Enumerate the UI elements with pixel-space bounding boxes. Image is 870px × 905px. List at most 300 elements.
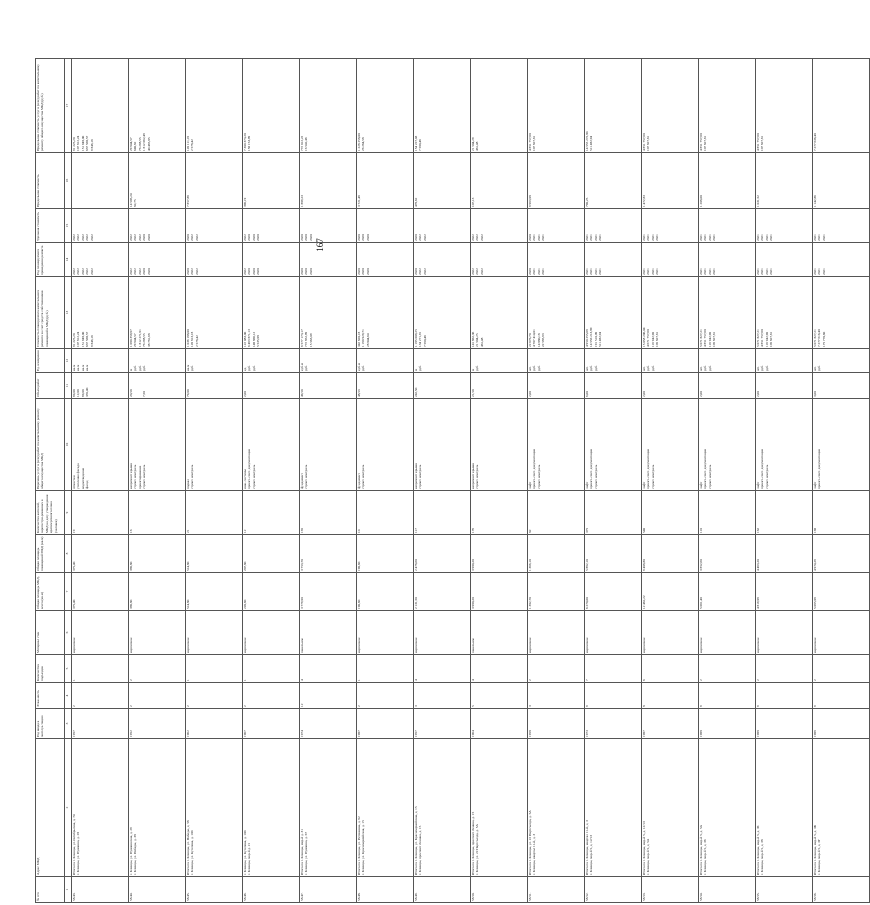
unit-cell bbox=[813, 349, 870, 373]
year-cell: 1962 bbox=[186, 709, 243, 739]
premises-area-cell: 375,40 bbox=[72, 535, 129, 573]
floors-cell: 3 bbox=[528, 683, 585, 709]
repair-year2-cell-line: 2021 bbox=[703, 234, 708, 241]
address-cell-line: г. Клинцы, мкр-й 5, д. 36 bbox=[703, 839, 708, 875]
works-cell-line: проектирование bbox=[137, 465, 142, 489]
premises-area-cell: 3 980,20 bbox=[471, 535, 528, 573]
cost-cell-line: 7 590,46 bbox=[422, 335, 427, 347]
wall-material-cell: кирпичное bbox=[72, 611, 129, 655]
row-number-cell: 58.45. bbox=[186, 877, 243, 903]
unit-cell-line: руб. bbox=[247, 365, 252, 371]
works-cell-line: строит. контроль bbox=[251, 464, 256, 489]
works-cell-line: проект.-смет. документация bbox=[817, 449, 822, 489]
limit-cost-cell bbox=[414, 59, 471, 153]
limit-cost-cell-line: 40 465,85 bbox=[146, 137, 151, 151]
cost-cell-line: 4 707 414,01 bbox=[532, 329, 537, 347]
cost-cell-line: 772 852,99 bbox=[304, 331, 309, 347]
limit-cost-cell-line: 7 580,46 bbox=[418, 139, 423, 151]
column-number-cell: 9 bbox=[65, 491, 72, 535]
address-cell-line: г. Клинцы, ул. 22 Партсъезда, д. 5А bbox=[475, 824, 480, 875]
premises-area-cell: 514,80 bbox=[186, 535, 243, 573]
entrances-cell: 4 bbox=[300, 655, 357, 683]
unit-cell-line: м bbox=[414, 368, 418, 371]
unit-cell-line: кв.м bbox=[72, 364, 76, 371]
cost-cell-line: 116 942,90 bbox=[650, 331, 655, 347]
cost-cell bbox=[72, 277, 129, 349]
repair-year2-cell bbox=[243, 209, 300, 243]
total-area-cell: 6 270,00 bbox=[585, 573, 642, 611]
address-cell bbox=[528, 739, 585, 877]
works-cell-line: капремонт крыши bbox=[414, 462, 418, 489]
works-cell bbox=[699, 399, 756, 491]
works-cell-line: фундамент bbox=[300, 473, 304, 489]
repair-year2-cell bbox=[357, 209, 414, 243]
repair-year-cell-line: 2020 bbox=[528, 268, 532, 275]
volume-cell-line: 7,50 bbox=[142, 391, 147, 397]
limit-cost-cell-line: 4 851 757,60 bbox=[756, 133, 760, 151]
unit-cell bbox=[756, 349, 813, 373]
column-number-cell: 17 bbox=[65, 59, 72, 153]
volume-cell-line: 49,50 bbox=[300, 389, 304, 397]
header-cell: Адрес МКД bbox=[36, 739, 65, 877]
unit-cell-line: руб. bbox=[764, 365, 769, 371]
unit-cost-cell-line: 7 857,89 bbox=[186, 195, 190, 207]
repair-year-cell-line: 2022 bbox=[190, 268, 195, 275]
address-cell bbox=[300, 739, 357, 877]
address-cell-line: Итого по г. Клинцы, мкр-й д. 31 bbox=[300, 829, 304, 875]
row-number-cell: 58.47. bbox=[300, 877, 357, 903]
cost-cell-line: 1 080 359,97 bbox=[129, 329, 133, 347]
limit-cost-cell-line: 1 812 062,49 bbox=[142, 133, 147, 151]
unit-cell bbox=[243, 349, 300, 373]
unit-cell-line: руб. bbox=[133, 365, 138, 371]
repair-year2-cell bbox=[528, 209, 585, 243]
address-cell-line: Итого по г. Клинцы, ул. Красноармейская, д. 15 bbox=[414, 806, 418, 875]
repair-year2-cell-line: 2020 bbox=[304, 234, 309, 241]
cost-cell bbox=[300, 277, 357, 349]
repair-year-cell-line: 2020 bbox=[146, 268, 151, 275]
year-cell: 1988 bbox=[699, 709, 756, 739]
column-number-cell: 14 bbox=[65, 243, 72, 277]
works-cell-line: строит. контроль bbox=[361, 464, 366, 489]
cost-cell-line: 1 812 271,91 bbox=[137, 329, 142, 347]
unit-cell-line: шт. bbox=[813, 366, 817, 371]
repair-year-cell-line: 2021 bbox=[712, 268, 717, 275]
unit-cell-line: м bbox=[471, 368, 475, 371]
address-cell-line: Итого по г. Клинцы, мкр-й 5, д. 36 bbox=[756, 825, 760, 875]
address-cell-line: Итого по г. Клинцы, ул.Октябрьская, д. 74 bbox=[72, 814, 76, 875]
year-cell: 1958 bbox=[528, 709, 585, 739]
unit-cost-cell bbox=[756, 153, 813, 209]
header-cell: № п/п bbox=[36, 877, 65, 903]
repair-year-cell-line: 2020 bbox=[247, 268, 252, 275]
wall-material-cell: кирпичное bbox=[186, 611, 243, 655]
repair-year-cell-line: 2020 bbox=[256, 268, 261, 275]
works-cell-line: проект.-смет. документация bbox=[760, 449, 765, 489]
residents-cell: 12 bbox=[243, 491, 300, 535]
column-number-cell: 13 bbox=[65, 277, 72, 349]
cost-cell-line: 1 185 009,25 bbox=[414, 329, 418, 347]
repair-year-cell-line: 2021 bbox=[650, 268, 655, 275]
address-cell-line: г. Клинцы, ул. Кутепова, д. 100 bbox=[243, 830, 247, 875]
unit-cost-cell-line: 14 505,24 bbox=[129, 193, 133, 207]
address-cell-line: Итого по г. Клинцы, ул. Ритманова, д. 92 bbox=[357, 816, 361, 875]
header-cell: Объем работ bbox=[36, 373, 65, 399]
repair-year2-cell-line: 2021 bbox=[756, 234, 760, 241]
unit-cost-cell-line: 82,75 bbox=[133, 199, 138, 207]
volume-cell bbox=[813, 373, 870, 399]
premises-area-cell: 3 753,70 bbox=[300, 535, 357, 573]
repair-year-cell-line: 2020 bbox=[365, 268, 370, 275]
repair-year-cell-line: 2022 bbox=[129, 268, 133, 275]
repair-year-cell bbox=[243, 243, 300, 277]
volume-cell bbox=[471, 373, 528, 399]
volume-cell bbox=[357, 373, 414, 399]
cost-cell-line: 107 812,24 bbox=[76, 331, 81, 347]
unit-cell-line: руб. bbox=[589, 365, 594, 371]
repair-year2-cell-line: 2021 bbox=[642, 234, 646, 241]
table-row bbox=[585, 59, 642, 903]
column-number-cell: 5 bbox=[65, 655, 72, 683]
entrances-cell: 2 bbox=[813, 655, 870, 683]
repair-year-cell bbox=[642, 243, 699, 277]
address-cell bbox=[72, 739, 129, 877]
table-row bbox=[528, 59, 585, 903]
unit-cell bbox=[642, 349, 699, 373]
total-area-cell: 12 462,22 bbox=[642, 573, 699, 611]
works-cell-line: подвал bbox=[186, 479, 190, 489]
works-cell-line: проект.-смет. документация bbox=[532, 449, 537, 489]
volume-cell-line: 12,00 bbox=[76, 389, 81, 397]
unit-cost-cell-line: 1 208,00 bbox=[699, 195, 703, 207]
year-cell: 1952 bbox=[129, 709, 186, 739]
unit-cost-cell-line: 1 031,52 bbox=[756, 195, 760, 207]
works-cell-line: фасад bbox=[85, 480, 90, 489]
premises-area-cell: 190,60 bbox=[357, 535, 414, 573]
unit-cell-line: руб. bbox=[707, 365, 712, 371]
repair-year2-cell-line: 2020 bbox=[414, 234, 418, 241]
cost-cell-line: 105 827,61 bbox=[655, 331, 660, 347]
repair-year-cell-line: 2021 bbox=[593, 268, 598, 275]
entrances-cell: 2 bbox=[756, 655, 813, 683]
total-area-cell: 2 131,50 bbox=[414, 573, 471, 611]
limit-cost-cell-line: 4 851 757,60 bbox=[528, 133, 532, 151]
header-cell: Количество жителей, зарегистри-рованных в МКД на дату утверждения краткосрочного плана (человек) bbox=[36, 491, 65, 535]
year-cell: 1988 bbox=[756, 709, 813, 739]
cost-cell-line: 15 058 206,04 bbox=[642, 327, 646, 347]
unit-cost-cell-line: 107,13 bbox=[471, 197, 475, 207]
repair-year-cell bbox=[129, 243, 186, 277]
unit-cell-line: руб. bbox=[703, 365, 708, 371]
floors-cell: 9 bbox=[813, 683, 870, 709]
limit-cost-cell-line: 154 227,03 bbox=[414, 135, 418, 151]
unit-cell-line: кв.м bbox=[85, 364, 90, 371]
cost-cell-line: 2 578,42 bbox=[194, 335, 199, 347]
unit-cost-cell bbox=[300, 153, 357, 209]
works-cell-line: проект.-смет. документация bbox=[646, 449, 651, 489]
repair-year2-cell bbox=[642, 209, 699, 243]
repair-year-cell-line: 2020 bbox=[414, 268, 418, 275]
unit-cell-line: шт. bbox=[528, 366, 532, 371]
works-cell bbox=[357, 399, 414, 491]
address-cell-line: г. Клинцы, ул. Пушкинская, д. 29 bbox=[129, 827, 133, 875]
unit-cell bbox=[585, 349, 642, 373]
repair-year-cell-line: 2022 bbox=[471, 268, 475, 275]
address-cell bbox=[756, 739, 813, 877]
unit-cost-cell-line: 790,25 bbox=[585, 197, 589, 207]
repair-year2-cell bbox=[414, 209, 471, 243]
address-cell bbox=[243, 739, 300, 877]
wall-material-cell: панельное bbox=[471, 611, 528, 655]
cost-cell-line: 191 510,09 bbox=[593, 331, 598, 347]
cost-cell-line: 7 277 616,40 bbox=[817, 329, 822, 347]
repair-year-cell bbox=[471, 243, 528, 277]
works-cell-line: проект.-смет. документация bbox=[589, 449, 594, 489]
limit-cost-cell-line: 14 555 272,80 bbox=[585, 131, 589, 151]
unit-cell-line: руб. bbox=[142, 365, 147, 371]
repair-year2-cell-line: 2021 bbox=[593, 234, 598, 241]
year-cell: 1989 bbox=[813, 709, 870, 739]
works-cell bbox=[243, 399, 300, 491]
volume-cell-line: 21,50 bbox=[471, 389, 475, 397]
floors-cell: 9 bbox=[756, 683, 813, 709]
works-cell-line: строит. контроль bbox=[133, 464, 138, 489]
repair-year2-cell-line: 2022 bbox=[85, 234, 90, 241]
table-row bbox=[471, 59, 528, 903]
cost-cell-line: 1 190 929,71 bbox=[361, 329, 366, 347]
works-cell-line: лифт bbox=[642, 481, 646, 489]
unit-cell-line: руб. bbox=[361, 365, 366, 371]
repair-year2-cell bbox=[471, 209, 528, 243]
volume-cell-line: 2,00 bbox=[642, 391, 646, 397]
rotated-table-container bbox=[35, 59, 826, 903]
works-cell bbox=[585, 399, 642, 491]
residents-cell: 21 bbox=[186, 491, 243, 535]
unit-cell bbox=[72, 349, 129, 373]
limit-cost-cell-line: 7 277 636,40 bbox=[813, 133, 817, 151]
header-cell: Год планируемого проведения ремонта bbox=[36, 243, 65, 277]
repair-year2-cell-line: 2022 bbox=[190, 234, 195, 241]
limit-cost-cell bbox=[585, 59, 642, 153]
total-area-cell: 5 095,99 bbox=[813, 573, 870, 611]
repair-year2-cell-line: 2020 bbox=[247, 234, 252, 241]
cost-cell-line: 5 071 827,21 bbox=[813, 329, 817, 347]
table-row bbox=[642, 59, 699, 903]
repair-year2-cell-line: 2021 bbox=[699, 234, 703, 241]
row-number-cell: 58.53. bbox=[642, 877, 699, 903]
address-cell bbox=[357, 739, 414, 877]
cost-cell bbox=[243, 277, 300, 349]
repair-year-cell-line: 2021 bbox=[642, 268, 646, 275]
repair-year-cell-line: 2021 bbox=[707, 268, 712, 275]
unit-cell-line: руб. bbox=[418, 365, 423, 371]
repair-year-cell-line: 2022 bbox=[475, 268, 480, 275]
unit-cell-line: кв.м bbox=[76, 364, 81, 371]
row-number-cell: 58.44. bbox=[129, 877, 186, 903]
cost-cell-line: 14 556 213,89 bbox=[589, 327, 594, 347]
repair-year-cell-line: 2022 bbox=[422, 268, 427, 275]
repair-year2-cell-line: 2020 bbox=[142, 234, 147, 241]
unit-cell-line: руб. bbox=[190, 365, 195, 371]
works-cell-line: водоотведение bbox=[80, 467, 85, 489]
volume-cell-line: 20,50 bbox=[129, 389, 133, 397]
address-cell-line: Итого по г. Клинцы, ул. 22 Партсъезда, д. 5А bbox=[528, 810, 532, 875]
address-cell-line: г. Клинцы, ул. Победы, д. 38 bbox=[133, 834, 138, 875]
repair-year-cell-line: 2021 bbox=[703, 268, 708, 275]
unit-cell-line: руб. bbox=[304, 365, 309, 371]
wall-material-cell: кирпичное bbox=[414, 611, 471, 655]
repair-year2-cell-line: 2021 bbox=[585, 234, 589, 241]
address-cell-line: г. Клинцы, мкр-й 5, д. 38 bbox=[760, 839, 765, 875]
repair-year-cell-line: 2021 bbox=[760, 268, 765, 275]
address-cell bbox=[642, 739, 699, 877]
total-area-cell: 3 980,20 bbox=[471, 573, 528, 611]
total-area-cell: 369,80 bbox=[129, 573, 186, 611]
entrances-cell: 4 bbox=[471, 655, 528, 683]
limit-cost-cell-line: 151 948,00 bbox=[80, 135, 85, 151]
residents-cell: 540 bbox=[642, 491, 699, 535]
unit-cost-cell bbox=[357, 153, 414, 209]
cost-cell-line: 6 463 871,13 bbox=[247, 329, 252, 347]
cost-cell bbox=[642, 277, 699, 349]
premises-area-cell: 3 852,60 bbox=[699, 535, 756, 573]
unit-cell-line: руб. bbox=[650, 365, 655, 371]
repair-year2-cell-line: 2020 bbox=[256, 234, 261, 241]
floors-cell: 3 bbox=[414, 683, 471, 709]
residents-cell: 16 bbox=[129, 491, 186, 535]
limit-cost-cell-line: 26 264,58 bbox=[361, 137, 366, 151]
limit-cost-cell bbox=[528, 59, 585, 153]
column-number-cell: 11 bbox=[65, 373, 72, 399]
unit-cell-line: руб. bbox=[760, 365, 765, 371]
limit-cost-cell-line: 76 298,55 bbox=[137, 137, 142, 151]
header-cell: Ед. измерения bbox=[36, 349, 65, 373]
cost-cell bbox=[414, 277, 471, 349]
repair-year-cell-line: 2021 bbox=[699, 268, 703, 275]
unit-cost-cell-line: 1 889,23 bbox=[300, 195, 304, 207]
repair-year-cell-line: 2021 bbox=[589, 268, 594, 275]
works-cell-line: строит. контроль bbox=[707, 464, 712, 489]
cost-cell-line: 5 071 827,21 bbox=[756, 329, 760, 347]
unit-cost-cell bbox=[243, 153, 300, 209]
column-number-cell: 4 bbox=[65, 683, 72, 709]
works-cell-line: строит. контроль bbox=[142, 464, 147, 489]
unit-cell-line: кв.м bbox=[186, 364, 190, 371]
row-number-cell: 58.54. bbox=[699, 877, 756, 903]
repair-year2-cell bbox=[72, 209, 129, 243]
repair-year-cell bbox=[813, 243, 870, 277]
unit-cost-cell bbox=[471, 153, 528, 209]
repair-year2-cell-line: 2022 bbox=[243, 234, 247, 241]
limit-cost-cell bbox=[186, 59, 243, 153]
cost-cell-line: 4 950 255,69 bbox=[585, 329, 589, 347]
cost-cell-line: 637 568,57 bbox=[85, 331, 90, 347]
repair-year-cell bbox=[414, 243, 471, 277]
wall-material-cell: кирпичное bbox=[357, 611, 414, 655]
address-cell-line: г. Клинцы, проспект Ленина, д. 15 bbox=[418, 825, 423, 875]
repair-year2-cell-line: 2021 bbox=[817, 234, 822, 241]
cost-cell-line: 14 880,18 bbox=[536, 333, 541, 347]
column-number-cell: 16 bbox=[65, 153, 72, 209]
unit-cell-line: шт. bbox=[699, 366, 703, 371]
header-cell: Год ввода в эксплуа-тацию bbox=[36, 709, 65, 739]
volume-cell-line: 2,00 bbox=[243, 391, 247, 397]
volume-cell-line: 69,00 bbox=[72, 389, 76, 397]
repair-year2-cell-line: 2020 bbox=[528, 234, 532, 241]
cost-cell-line: 29 944,57 bbox=[133, 333, 138, 347]
works-cell-line: строит. контроль bbox=[764, 464, 769, 489]
total-area-cell: 190,60 bbox=[357, 573, 414, 611]
address-cell-line: Итого по г. Клинцы, квартал 11-й, д. 3 bbox=[585, 820, 589, 875]
year-cell: 1973 bbox=[585, 709, 642, 739]
cost-cell-line: 22 585,93 bbox=[541, 333, 546, 347]
limit-cost-cell-line: 21 504,29 bbox=[471, 137, 475, 151]
address-cell-line: Итого по г. Клинцы, мкр-й 5, д. 5А bbox=[699, 824, 703, 875]
residents-cell: 117 bbox=[414, 491, 471, 535]
header-cell: Материал стен bbox=[36, 611, 65, 655]
volume-cell-line: 69,00 bbox=[80, 389, 85, 397]
repair-year-cell-line: 2021 bbox=[536, 268, 541, 275]
repair-year2-cell-line: 2022 bbox=[471, 234, 475, 241]
repair-year2-cell bbox=[300, 209, 357, 243]
premises-area-cell: 2 478,60 bbox=[414, 535, 471, 573]
repair-year-cell-line: 2022 bbox=[137, 268, 142, 275]
works-cell-line: проект.-смет. документация bbox=[703, 449, 708, 489]
repair-year-cell-line: 2022 bbox=[243, 268, 247, 275]
repair-year2-cell-line: 2021 bbox=[541, 234, 546, 241]
unit-cell-line: руб. bbox=[137, 365, 142, 371]
repair-year2-cell-line: 2022 bbox=[76, 234, 81, 241]
cost-cell-line: 175 770,60 bbox=[821, 331, 826, 347]
document-sheet bbox=[35, 59, 826, 903]
repair-year2-cell bbox=[699, 209, 756, 243]
limit-cost-cell-line: 91 225,20 bbox=[72, 137, 76, 151]
works-cell-line: инж. системы bbox=[243, 469, 247, 489]
cost-cell-line: 151 948,00 bbox=[80, 331, 85, 347]
wall-material-cell: кирпичное bbox=[243, 611, 300, 655]
volume-cell bbox=[528, 373, 585, 399]
unit-cost-cell bbox=[813, 153, 870, 209]
repair-year-cell-line: 2021 bbox=[541, 268, 546, 275]
limit-cost-cell-line: 461,48 bbox=[475, 141, 480, 151]
column-number-cell: 15 bbox=[65, 209, 72, 243]
table-row bbox=[357, 59, 414, 903]
cost-cell-line: 461,48 bbox=[479, 337, 484, 347]
works-cell-line: лифт bbox=[756, 481, 760, 489]
repair-year-cell bbox=[756, 243, 813, 277]
volume-cell bbox=[300, 373, 357, 399]
repair-year-cell-line: 2020 bbox=[361, 268, 366, 275]
entrances-cell: 1 bbox=[72, 655, 129, 683]
works-cell bbox=[813, 399, 870, 491]
total-area-cell: 1 382,70 bbox=[528, 573, 585, 611]
repair-year-cell bbox=[72, 243, 129, 277]
works-cell-line: утепление фасада bbox=[76, 463, 81, 489]
table-row bbox=[129, 59, 186, 903]
repair-year-cell-line: 2021 bbox=[813, 268, 817, 275]
total-area-cell: 220,60 bbox=[243, 573, 300, 611]
repair-year2-cell-line: 2021 bbox=[646, 234, 651, 241]
repair-year2-cell-line: 2022 bbox=[72, 234, 76, 241]
limit-cost-cell bbox=[129, 59, 186, 153]
premises-area-cell: 207,80 bbox=[243, 535, 300, 573]
repair-year-cell-line: 2021 bbox=[821, 268, 826, 275]
works-cell-line: отмостки bbox=[72, 475, 76, 489]
unit-cell-line: шт. bbox=[642, 366, 646, 371]
table-row bbox=[813, 59, 870, 903]
table-row bbox=[243, 59, 300, 903]
works-cell-line: строит. контроль bbox=[650, 464, 655, 489]
